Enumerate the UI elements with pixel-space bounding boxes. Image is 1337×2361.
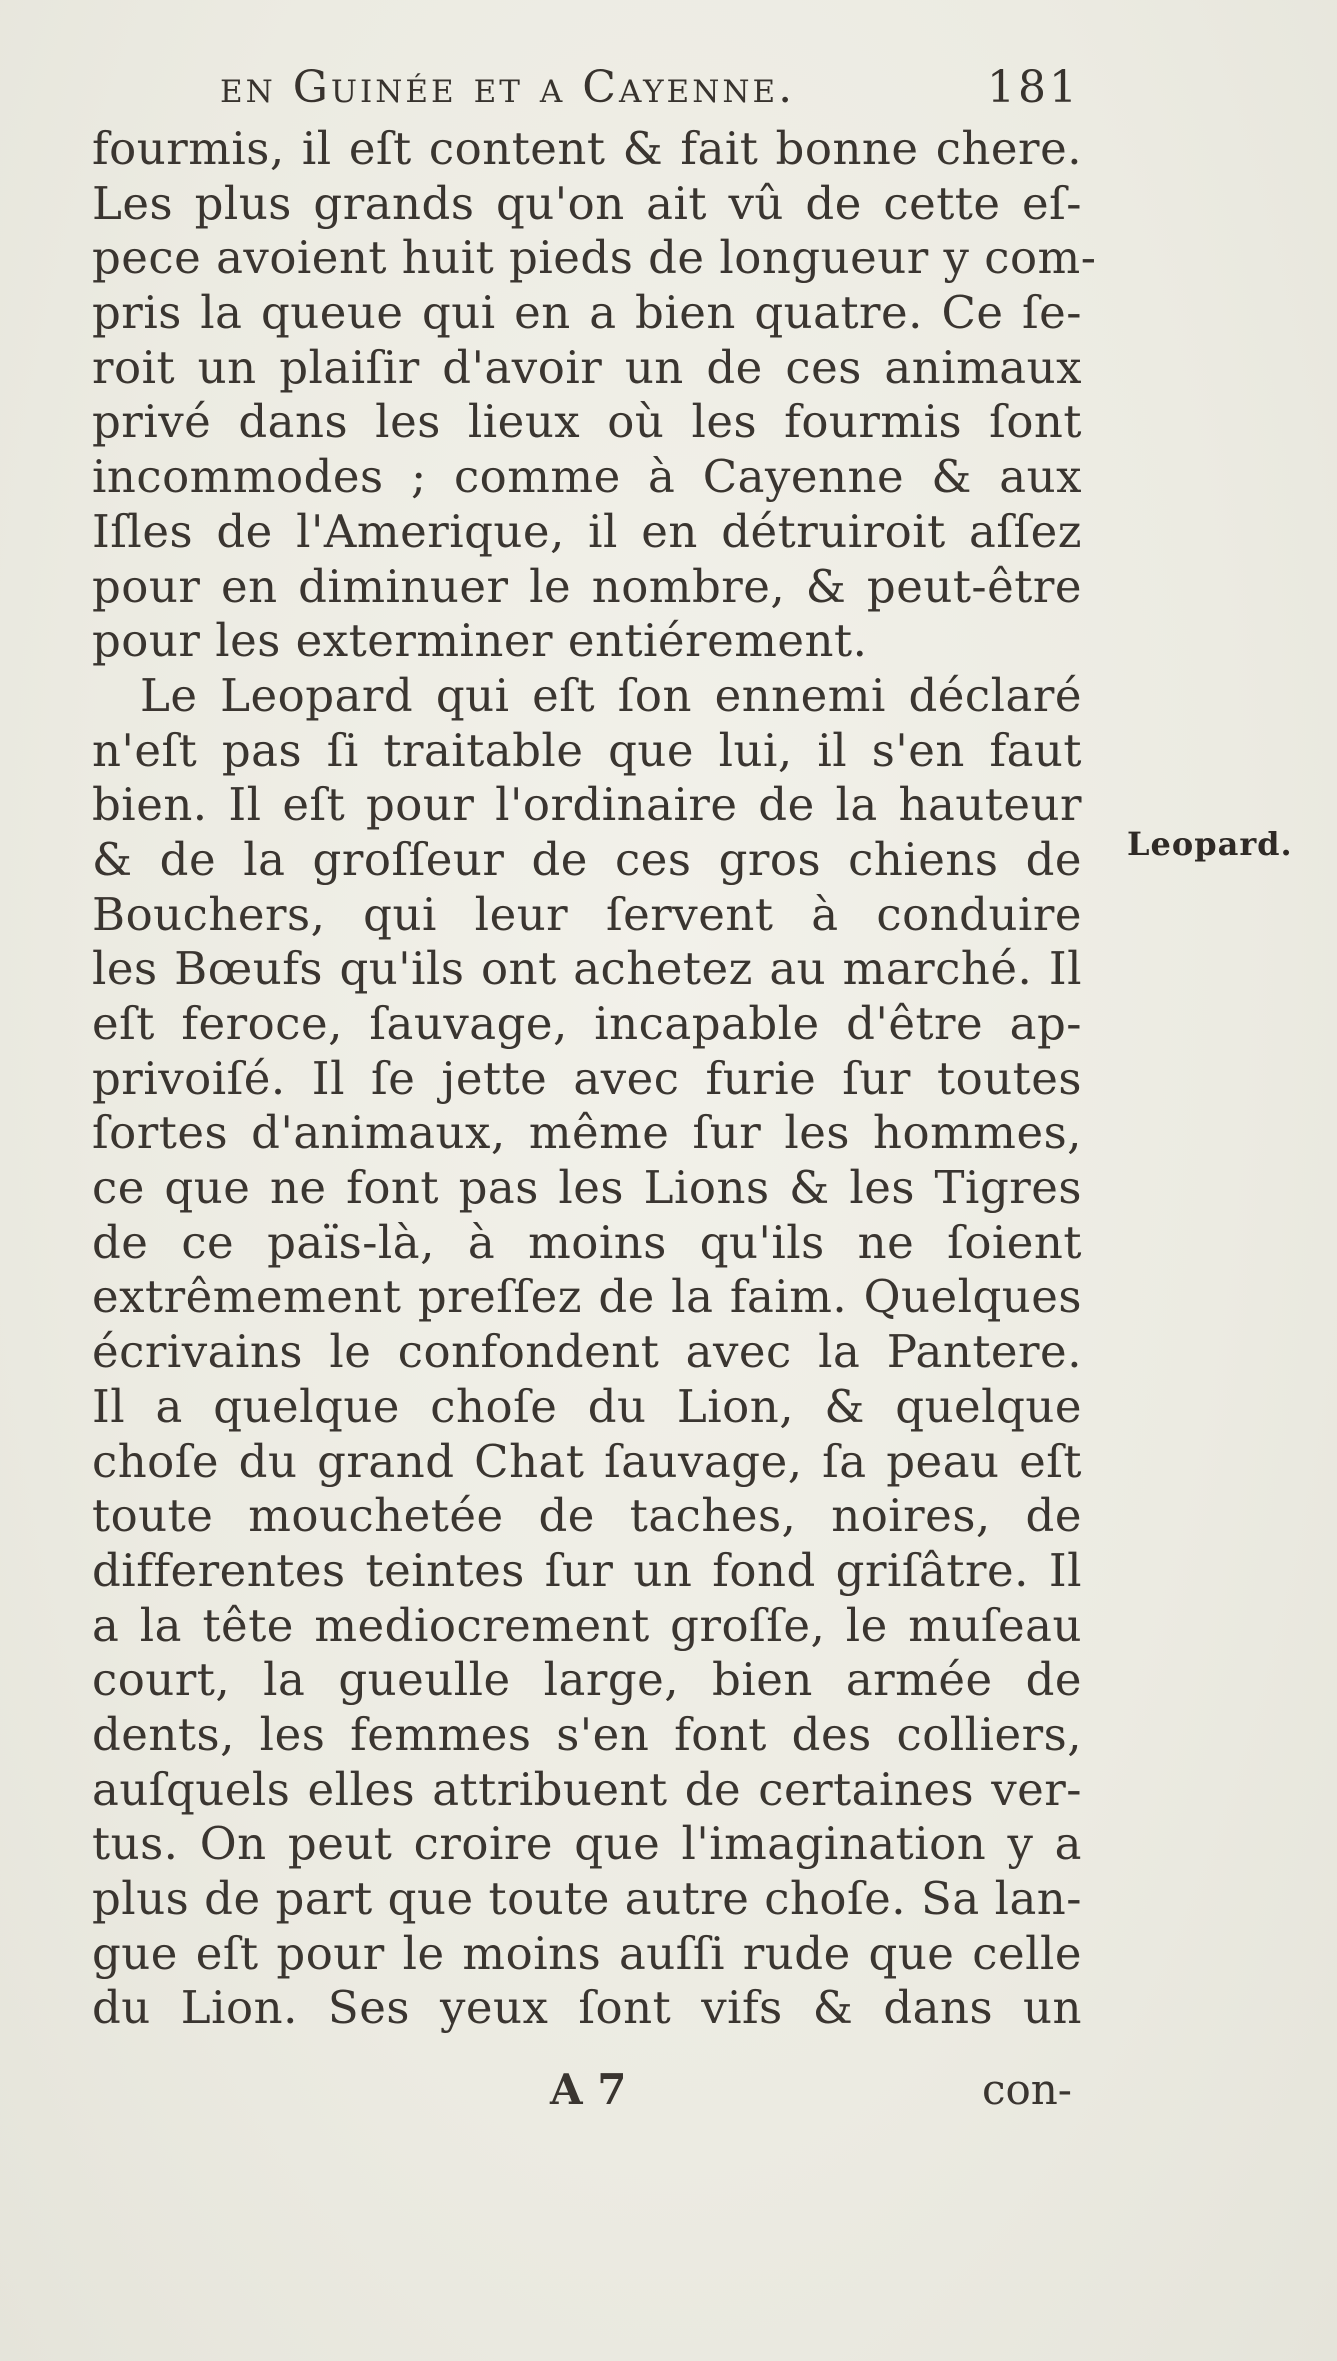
text-line: incommodes ; comme à Cayenne & aux bbox=[92, 450, 1082, 504]
text-line: eſt feroce, ſauvage, incapable d'être ap- bbox=[92, 997, 1082, 1050]
text-line: plus de part que toute autre choſe. Sa lan- bbox=[92, 1872, 1082, 1925]
text-line: privé dans les lieux où les fourmis ſont bbox=[92, 395, 1082, 449]
text-line: auſquels elles attribuent de certaines ver- bbox=[92, 1762, 1082, 1816]
text-line: toute mouchetée de taches, noires, de bbox=[92, 1489, 1082, 1543]
text-line: ſortes d'animaux, même ſur les hommes, bbox=[92, 1106, 1082, 1160]
text-line: differentes teintes ſur un fond griſâtre. Il bbox=[92, 1543, 1082, 1597]
running-title: en Guinée et a Cayenne. bbox=[220, 62, 796, 113]
text-line: & de la groſſeur de ces gros chiens de bbox=[92, 832, 1082, 886]
text-line: écrivains le confondent avec la Pantere. bbox=[92, 1325, 1082, 1379]
text-line: roit un plaiſir d'avoir un de ces animaux bbox=[92, 340, 1082, 394]
text-line: Il a quelque choſe du Lion, & quelque bbox=[92, 1379, 1082, 1433]
body-text bbox=[92, 122, 1097, 2036]
text-line: extrêmement preſſez de la faim. Quelques bbox=[92, 1270, 1082, 1324]
text-line: dents, les femmes s'en font des colliers, bbox=[92, 1707, 1082, 1761]
text-line: choſe du grand Chat ſauvage, ſa peau eſt bbox=[92, 1434, 1082, 1488]
page-number: 181 bbox=[987, 62, 1080, 113]
text-line: pour en diminuer le nombre, & peut-être bbox=[92, 559, 1082, 613]
text-line: Le Leopard qui eſt ſon ennemi déclaré bbox=[140, 668, 1082, 722]
text-line: ce que ne font pas les Lions & les Tigres bbox=[92, 1161, 1082, 1215]
text-line: pour les exterminer entiérement. bbox=[92, 614, 868, 668]
page-footer bbox=[92, 2060, 1082, 2120]
text-line: gue eſt pour le moins auſſi rude que celle bbox=[92, 1926, 1082, 1980]
page-header bbox=[220, 58, 1080, 118]
text-line: court, la gueulle large, bien armée de bbox=[92, 1653, 1082, 1707]
text-line: Bouchers, qui leur ſervent à conduire bbox=[92, 887, 1082, 941]
text-line: a la tête mediocrement groſſe, le muſeau bbox=[92, 1598, 1082, 1652]
text-line: n'eſt pas ſi traitable que lui, il s'en faut bbox=[92, 723, 1082, 777]
text-line: du Lion. Ses yeux ſont vifs & dans un bbox=[92, 1981, 1082, 2035]
text-line: Les plus grands qu'on ait vû de cette eſ- bbox=[92, 176, 1082, 230]
text-line: les Bœufs qu'ils ont achetez au marché. Il bbox=[92, 942, 1082, 996]
margin-note: Leopard. bbox=[1127, 825, 1293, 863]
text-line: pris la queue qui en a bien quatre. Ce ſe- bbox=[92, 286, 1082, 340]
text-line: privoiſé. Il ſe jette avec furie ſur toutes bbox=[92, 1051, 1082, 1105]
text-line: Iſles de l'Amerique, il en détruiroit aſſez bbox=[92, 504, 1082, 558]
text-line: fourmis, il eſt content & fait bonne chere. bbox=[92, 122, 1082, 175]
signature-mark: A 7 bbox=[550, 2065, 627, 2114]
text-line: bien. Il eſt pour l'ordinaire de la hauteur bbox=[92, 778, 1082, 832]
text-line: pece avoient huit pieds de longueur y com- bbox=[92, 231, 1097, 285]
text-line: de ce païs-là, à moins qu'ils ne ſoient bbox=[92, 1215, 1082, 1269]
text-line: tus. On peut croire que l'imagination y a bbox=[92, 1817, 1082, 1871]
catchword: con- bbox=[981, 2065, 1072, 2114]
